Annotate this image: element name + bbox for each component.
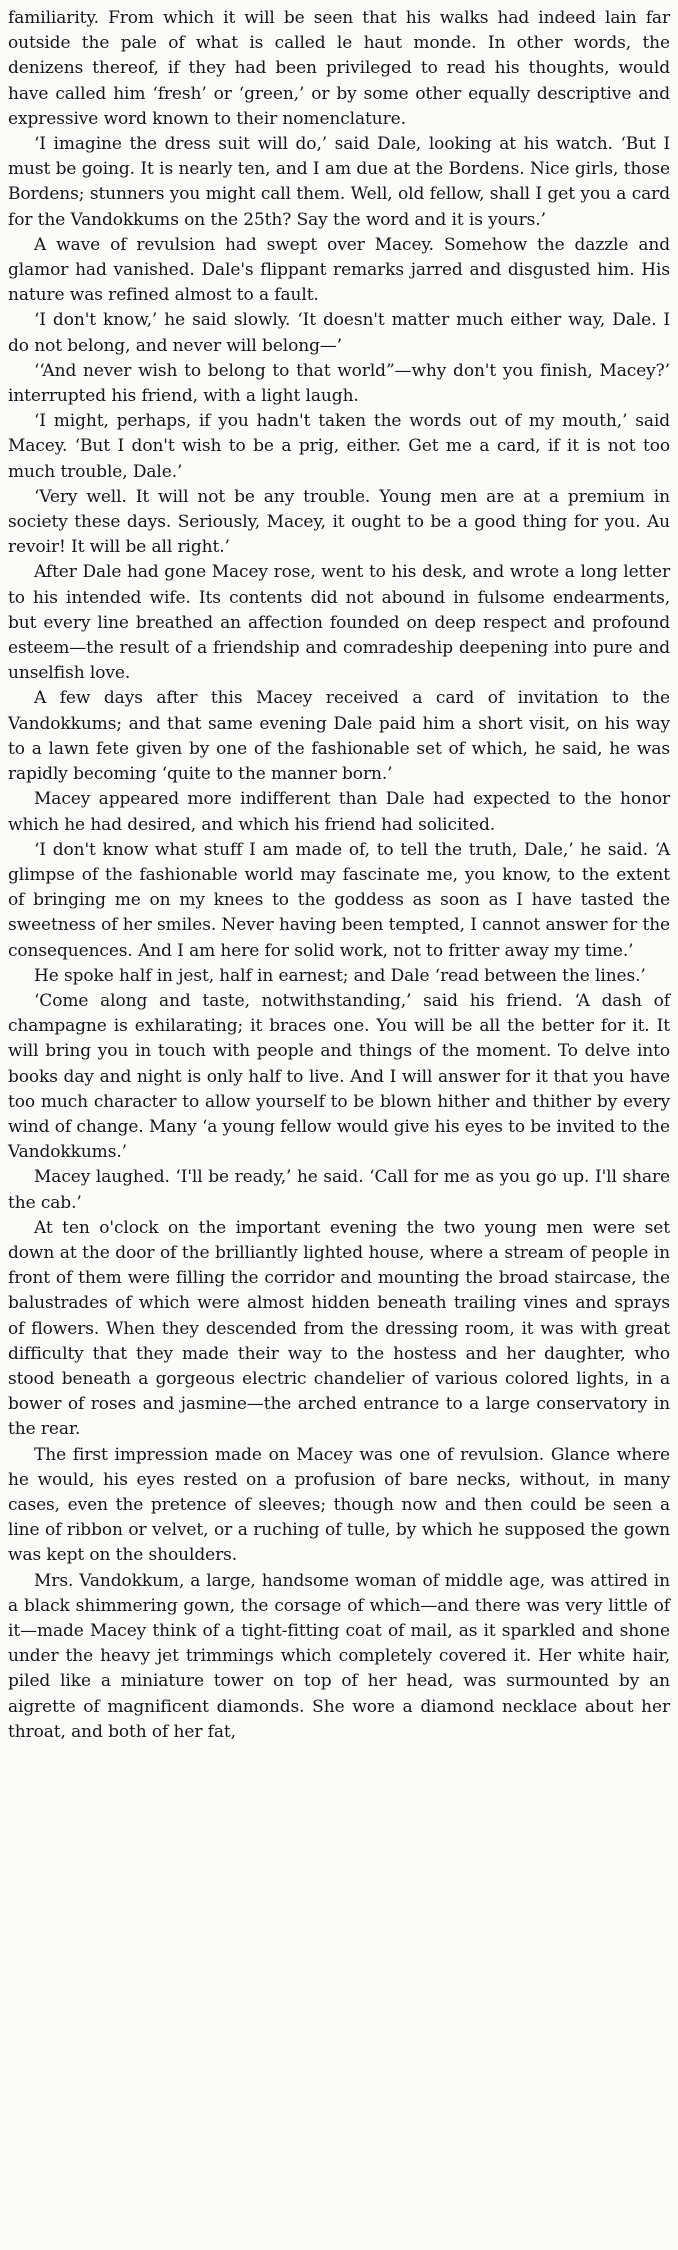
paragraph-16: The first impression made on Macey was one of revulsion. Glance where he would, his eyes rested on a profusion of bare necks, without, in many cases, even the pretence of sleeves; though now and then could be seen a line of ribbon or velvet, or a ruching of tulle, by which he supposed the gown was kept on the shoulders. xyxy=(8,1444,670,1566)
paragraph-3: A wave of revulsion had swept over Macey. Somehow the dazzle and glamor had vanished. Dale's flippant remarks jarred and disgusted him. His nature was refined almost to a fault. xyxy=(8,234,670,306)
article-column xyxy=(8,6,670,1745)
paragraph-4: ‘I don't know,’ he said slowly. ‘It doesn't matter much either way, Dale. I do not belong, and never will belong—’ xyxy=(8,310,670,356)
paragraph-12: He spoke half in jest, half in earnest; and Dale ‘read between the lines.’ xyxy=(34,965,646,986)
paragraph-1: familiarity. From which it will be seen that his walks had indeed lain far outside the pale of what is called le haut monde. In other words, the denizens thereof, if they had been privileged to read his thoughts, would have called him ‘fresh’ or ‘green,’ or by some other equally descriptive and expressive word known to their nomenclature. xyxy=(8,8,670,129)
paragraph-8: After Dale had gone Macey rose, went to his desk, and wrote a long letter to his intended wife. Its contents did not abound in fulsome endearments, but every line breathed an affection founded on deep respect and profound esteem—the result of a friendship and comradeship deepening into pure and unselfish love. xyxy=(8,562,670,684)
paragraph-5: ‘‘And never wish to belong to that world”—why don't you finish, Macey?’ interrupted his friend, with a light laugh. xyxy=(8,360,670,407)
paragraph-6: ‘I might, perhaps, if you hadn't taken the words out of my mouth,’ said Macey. ‘But I don't wish to be a prig, either. Get me a card, if it is not too much trouble, Dale.’ xyxy=(8,411,670,482)
paragraph-15: At ten o'clock on the important evening the two young men were set down at the door of the brilliantly lighted house, where a stream of people in front of them were filling the corridor and mounting the broad staircase, the balustrades of which were almost hidden beneath trailing vines and sprays of flowers. When they descended from the dressing room, it was with great difficulty that they made their way to the hostess and her daughter, who stood beneath a gorgeous electric chandelier of various colored lights, in a bower of roses and jasmine—the arched entrance to a large conservatory in the rear. xyxy=(8,1217,670,1440)
paragraph-17: Mrs. Vandokkum, a large, handsome woman of middle age, was attired in a black shimmering gown, the corsage of which—and there was very little of it—made Macey think of a tight-fitting coat of mail, as it sparkled and shone under the heavy jet trimmings which completely covered it. Her white hair, piled like a miniature tower on top of her head, was surmounted by an aigrette of magnificent diamonds. She wore a diamond necklace about her throat, and both of her fat, xyxy=(8,1570,670,1742)
paragraph-11: ‘I don't know what stuff I am made of, to tell the truth, Dale,’ he said. ‘A glimpse of the fashionable world may fascinate me, you know, to the extent of bringing me on my knees to the goddess as soon as I have tasted the sweetness of her smiles. Never having been tempted, I cannot answer for the consequences. And I am here for solid work, not to fritter away my time.’ xyxy=(8,839,670,961)
paragraph-9: A few days after this Macey received a card of invitation to the Vandokkums; and that same evening Dale paid him a short visit, on his way to a lawn fete given by one of the fashionable set of which, he said, he was rapidly becoming ‘quite to the manner born.’ xyxy=(8,688,670,785)
paragraph-10: Macey appeared more indifferent than Dale had expected to the honor which he had desired, and which his friend had solicited. xyxy=(8,789,670,835)
paragraph-2: ‘I imagine the dress suit will do,’ said Dale, looking at his watch. ‘But I must be going. It is nearly ten, and I am due at the Bordens. Nice girls, those Bordens; stunners you might call them. Well, old fellow, shall I get you a card for the Vandokkums on the 25th? Say the word and it is yours.’ xyxy=(8,134,670,230)
paragraph-14: Macey laughed. ‘I'll be ready,’ he said. ‘Call for me as you go up. I'll share the cab.’ xyxy=(8,1167,670,1213)
paragraph-13: ‘Come along and taste, notwithstanding,’ said his friend. ‘A dash of champagne is exhilarating; it braces one. You will be all the better for it. It will bring you in touch with people and things of the moment. To delve into books day and night is only half to live. And I will answer for it that you have too much character to allow yourself to be blown hither and thither by every wind of change. Many ‘a young fellow would give his eyes to be invited to the Vandokkums.’ xyxy=(8,990,670,1163)
paragraph-7: ‘Very well. It will not be any trouble. Young men are at a premium in society these days. Seriously, Macey, it ought to be a good thing for you. Au revoir! It will be all right.’ xyxy=(8,486,670,558)
